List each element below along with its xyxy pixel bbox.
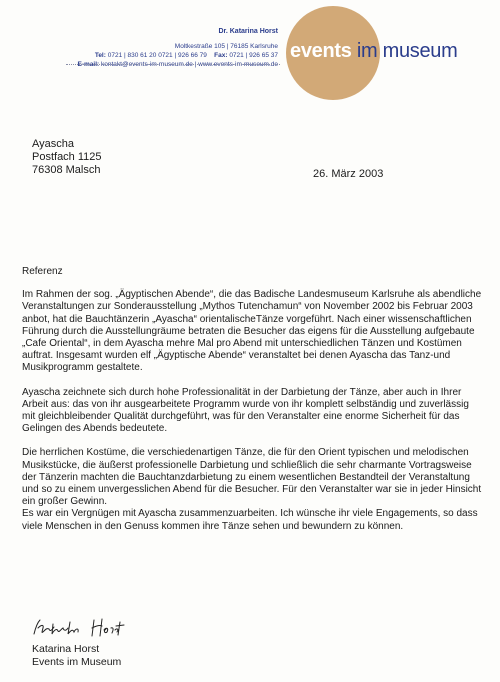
closing-org: Events im Museum [32, 655, 122, 668]
recipient-line-2: Postfach 1125 [32, 151, 102, 163]
letterhead-divider [66, 64, 280, 65]
logo-word-events: events [290, 40, 352, 62]
tel-value: 0721 | 830 61 20 0721 | 926 66 79 [107, 52, 207, 59]
sender-name: Dr. Katarina Horst [218, 28, 278, 35]
sender-street: Moltkestraße 105 | 76185 Karlsruhe [174, 43, 278, 50]
letterhead-contact [18, 27, 278, 69]
letter-date: 26. März 2003 [313, 168, 384, 180]
logo-word-im-museum: im museum [351, 40, 458, 62]
paragraph-3: Die herrlichen Kostüme, die verschiedenartigen Tänze, die für den Orient typischen und melodischen Musikstücke, die äußerst professionelle Darbietung und schließlich die sehr charmante Vortragsweise der Tänzerin machten die Bauchtanzdarbietung zu einem wesentlichen Bestandteil der Veranstaltung und so zu einem unvergesslichen Abend für die Besucher. Für den Veranstalter war sie in jeder Hinsicht ein großer Gewinn. [22, 447, 482, 508]
letter-body [22, 266, 482, 545]
paragraph-4: Es war ein Vergnügen mit Ayascha zusammenzuarbeiten. Ich wünsche ihr viele Engagements, so dass viele Menschen in den Genuss kommen ihre Tänze sehen und bewundern zu können. [22, 508, 478, 532]
fax-value: 0721 | 926 65 37 [229, 52, 278, 59]
tel-label: Tel: [94, 52, 106, 59]
paragraph-1: Im Rahmen der sog. „Ägyptischen Abende“, die das Badische Landesmuseum Karlsruhe als abendliche Veranstaltungen zur Sonderausstellung „Mythos Tutenchamun“ von November 2002 bis Februar 2003 anbot, hat die Bauchtänzerin „Ayascha“ orientalischeTänze vorgeführt. Nach einer wissenschaftlichen Führung durch die Ausstellungräume betraten die Besucher das eigens für die Ausstellung aufgebaute „Cafe Oriental“, in dem Ayascha mehre Mal pro Abend mit unterschiedlichen Tänzen und Kostümen auftrat. Insgesamt wurden elf „Ägyptische Abende“ veranstaltet bei denen Ayascha das Tanz-und Musikprogramm gestaltete. [22, 289, 482, 374]
recipient-address [32, 138, 102, 177]
letter-heading: Referenz [22, 266, 63, 277]
logo [290, 40, 458, 63]
email-label: E-mail: [77, 61, 100, 68]
closing-name: Katarina Horst [32, 643, 100, 655]
fax-label: Fax: [214, 52, 228, 59]
recipient-line-1: Ayascha [32, 138, 74, 150]
email-value: kontakt@events-im-museum.de | www.events-im-museum.de [101, 61, 278, 68]
paragraph-2: Ayascha zeichnete sich durch hohe Professionalität in der Darbietung der Tänze, aber auch in Ihrer Arbeit aus: das von ihr ausgearbeitete Programm wurde von ihr komplett selbständig und zuverlässig mit gleichbleibender Qualität durchgeführt, was für den Veranstalter eine enorme Sicherheit für das Gelingen des Abends bedeutete. [22, 386, 469, 435]
closing-block [32, 643, 121, 668]
sender-phone-fax [18, 51, 278, 60]
handwritten-signature [32, 616, 142, 640]
recipient-line-3: 76308 Malsch [32, 164, 101, 176]
